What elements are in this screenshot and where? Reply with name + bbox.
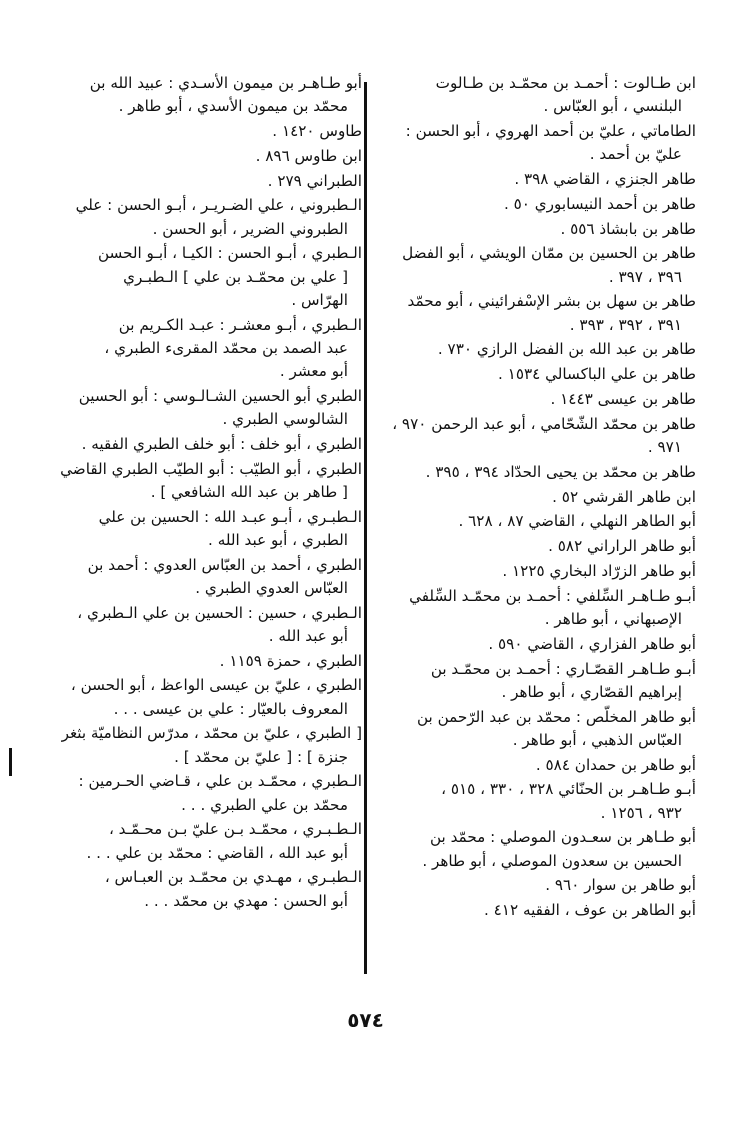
entry-heading-line: الطبري ، أبو خلف : أبو خلف الطبري الفقيه . [81, 434, 362, 453]
index-entry [40, 674, 362, 720]
index-entry [40, 818, 362, 864]
entry-continuation-line: عبد الصمد بن محمّد المقرىء الطبري ، [104, 338, 348, 357]
entry-continuation-line: محمّد بن علي الطبري . . . [181, 795, 348, 814]
entry-heading-line: أبو طاهر الفزاري ، القاضي ٥٩٠ . [488, 634, 696, 653]
entry-heading-line: أبو طاهر بن سوار ٩٦٠ . [545, 876, 696, 895]
index-entry [374, 290, 696, 336]
entry-continuation-line: الإصبهاني ، أبو طاهر . [544, 609, 682, 628]
index-entry [374, 413, 696, 459]
entry-heading-line: طاهر بن بابشاذ ٥٥٦ . [560, 219, 696, 238]
index-entry [374, 899, 696, 922]
entry-heading-line: طاهر بن محمّد بن يحيى الحدّاد ٣٩٤ ، ٣٩٥ . [425, 462, 696, 481]
entry-continuation-line: إبراهيم القصّاري ، أبو طاهر . [501, 682, 682, 701]
entry-heading-line: أبو طـاهـر بن ميمون الأسـدي : عبيد الله بن [89, 74, 362, 92]
entry-heading-line: أبـو طـاهـر القصّـاري : أحمـد بن محمّـد بن [430, 659, 696, 678]
column-divider [364, 82, 367, 974]
entry-heading-line: الطبري أبو الحسين الشـالـوسي : أبو الحسين [78, 386, 362, 405]
index-entry [374, 633, 696, 656]
entry-heading-line: ابن طـالوت : أحمـد بن محمّـد بن طـالوت [435, 74, 696, 92]
entry-heading-line: الـطـبـري ، محمّـد بـن عليّ بـن محـمّـد ، [108, 820, 362, 839]
entry-heading-line: طاهر الجنزي ، القاضي ٣٩٨ . [514, 170, 696, 188]
index-entry [40, 145, 362, 168]
entry-continuation-line: الهرّاس . [291, 290, 348, 309]
entry-heading-line: [ الطبري ، عليّ بن محمّد ، مدرّس النظاميّة بثغر [61, 724, 362, 743]
entry-heading-line: طاهر بن عيسى ١٤٤٣ . [550, 389, 696, 408]
entry-continuation-line: ٩٣٢ ، ١٢٥٦ . [600, 803, 682, 822]
entry-heading-line: طاهر بن أحمد النيسابوري ٥٠ . [503, 194, 696, 213]
entry-continuation-line: عليّ بن أحمد . [589, 145, 682, 164]
entry-heading-line: أبو طاهر الراراني ٥٨٢ . [548, 537, 696, 556]
index-entry [40, 194, 362, 240]
entry-continuation-line: أبو الحسن : مهدي بن محمّد . . . [144, 891, 348, 910]
entry-heading-line: الطبري ، عليّ بن عيسى الواعظ ، أبو الحسن ، [70, 676, 362, 695]
index-entry [374, 486, 696, 509]
entry-heading-line: الـطبـري ، مهـدي بن محمّـد بن العبـاس ، [104, 868, 362, 887]
entry-heading-line: الطبراني ٢٧٩ . [267, 171, 362, 190]
entry-heading-line: أبو الطاهر النهلي ، القاضي ٨٧ ، ٦٢٨ . [458, 512, 696, 531]
index-entry [374, 658, 696, 704]
entry-heading-line: الـطبروني ، علي الضـريـر ، أبـو الحسن : علي [75, 196, 362, 215]
index-entry [374, 168, 696, 191]
page-number: ٥٧٤ [347, 1008, 384, 1032]
index-entry [40, 120, 362, 143]
index-column-right [374, 72, 696, 924]
entry-continuation-line: جنزة ] : [ عليّ بن محمّد ] . [174, 747, 348, 766]
entry-continuation-line: العبّاس الذهبي ، أبو طاهر . [512, 730, 682, 749]
entry-heading-line: أبو طاهر بن حمدان ٥٨٤ . [535, 755, 696, 774]
entry-heading-line: الطبري ، أبو الطيّب : أبو الطيّب الطبري القاضي [60, 459, 362, 478]
entry-heading-line: أبو الطاهر بن عوف ، الفقيه ٤١٢ . [483, 901, 696, 920]
entry-heading-line: طاهر بن عبد الله بن الفضل الرازي ٧٣٠ . [437, 340, 696, 359]
entry-continuation-line: العبّاس العدوي الطبري . [195, 578, 348, 597]
entry-continuation-line: أبو عبد الله ، القاضي : محمّد بن علي . . . [86, 843, 348, 862]
index-entry [374, 193, 696, 216]
entry-heading-line: طاهر بن محمّد الشّحّامي ، أبو عبد الرحمن ٩٧٠ ، [392, 414, 696, 433]
index-entry [374, 218, 696, 241]
index-entry [40, 242, 362, 312]
index-entry [374, 585, 696, 631]
index-entry [374, 363, 696, 386]
index-entry [40, 554, 362, 600]
entry-continuation-line: محمّد بن ميمون الأسدي ، أبو طاهر . [118, 97, 348, 116]
entry-heading-line: الـطبري ، محمّـد بن علي ، قـاضي الحـرمين : [78, 772, 362, 791]
entry-heading-line: ابن طاوس ٨٩٦ . [255, 146, 362, 165]
index-entry [40, 602, 362, 648]
index-entry [40, 170, 362, 193]
index-entry [374, 706, 696, 752]
entry-heading-line: الـطبري ، أبـو معشـر : عبـد الكـريم بن [118, 315, 362, 334]
index-entry [40, 385, 362, 431]
index-entry [374, 560, 696, 583]
index-entry [40, 506, 362, 552]
index-entry [40, 866, 362, 912]
index-entry [374, 754, 696, 777]
entry-heading-line: الـطبري ، حسين : الحسين بن علي الـطبري ، [77, 603, 362, 622]
entry-heading-line: طاهر بن سهل بن بشر الإسْفرائيني ، أبو محمّد [407, 292, 696, 311]
entry-heading-line: طاهر بن الحسين بن ممّان الويشي ، أبو الفضل [402, 244, 696, 263]
entry-continuation-line: الشالوسي الطبري . [222, 410, 348, 428]
index-entry [374, 778, 696, 824]
index-entry [374, 120, 696, 166]
index-entry [374, 388, 696, 411]
entry-heading-line: أبـو طـاهـر بن الحنّائي ٣٢٨ ، ٣٣٠ ، ٥١٥ ، [441, 780, 696, 799]
entry-heading-line: ابن طاهر القرشي ٥٢ . [552, 487, 696, 506]
index-entry [374, 461, 696, 484]
index-entry [374, 338, 696, 361]
index-entry [40, 650, 362, 673]
entry-heading-line: أبو طـاهر بن سعـدون الموصلي : محمّد بن [429, 828, 696, 847]
index-entry [40, 722, 362, 768]
entry-heading-line: طاوس ١٤٢٠ . [272, 122, 362, 140]
entry-heading-line: الطاماتي ، عليّ بن أحمد الهروي ، أبو الحسن : [405, 122, 696, 140]
entry-continuation-line: الطبروني الضرير ، أبو الحسن . [152, 219, 348, 238]
entry-continuation-line: ٩٧١ . [647, 437, 682, 456]
entry-heading-line: الـطبري ، أبـو الحسن : الكيـا ، أبـو الحسن [97, 244, 362, 263]
entry-continuation-line: [ علي بن محمّـد بن علي ] الـطبـري [123, 267, 348, 286]
entry-heading-line: أبـو طـاهـر السِّلفي : أحمـد بن محمّـد السِّلفي [409, 586, 696, 605]
index-entry [40, 458, 362, 504]
entry-heading-line: أبو طاهر الزرّاد البخاري ١٢٢٥ . [502, 561, 696, 580]
entry-continuation-line: الطبري ، أبو عبد الله . [208, 530, 348, 549]
index-entry [40, 770, 362, 816]
index-entry [40, 314, 362, 384]
entry-continuation-line: ٣٩٦ ، ٣٩٧ . [608, 267, 682, 286]
entry-continuation-line: الحسين بن سعدون الموصلي ، أبو طاهر . [422, 851, 682, 870]
entry-heading-line: أبو طاهر المخلّص : محمّد بن عبد الرّحمن بن [416, 707, 696, 726]
index-entry [40, 433, 362, 456]
entry-heading-line: الطبري ، أحمد بن العبّاس العدوي : أحمد بن [87, 555, 362, 574]
index-entry [374, 535, 696, 558]
entry-continuation-line: [ طاهر بن عبد الله الشافعي ] . [150, 482, 348, 501]
entry-continuation-line: ٣٩١ ، ٣٩٢ ، ٣٩٣ . [569, 315, 682, 334]
index-entry [374, 242, 696, 288]
entry-continuation-line: المعروف بالعيّار : علي بن عيسى . . . [113, 699, 348, 718]
index-entry [40, 72, 362, 118]
entry-heading-line: طاهر بن علي الباكسالي ١٥٣٤ . [498, 365, 696, 384]
entry-heading-line: الطبري ، حمزة ١١٥٩ . [219, 651, 362, 670]
entry-heading-line: الـطبـري ، أبـو عبـد الله : الحسين بن علي [98, 507, 362, 526]
margin-mark [9, 748, 12, 776]
index-entry [374, 510, 696, 533]
index-entry [374, 72, 696, 118]
entry-continuation-line: أبو معشر . [279, 362, 348, 380]
index-column-left [40, 72, 362, 914]
entry-continuation-line: أبو عبد الله . [268, 626, 348, 645]
index-entry [374, 826, 696, 872]
index-entry [374, 874, 696, 897]
entry-continuation-line: البلنسي ، أبو العبّاس . [543, 97, 682, 116]
